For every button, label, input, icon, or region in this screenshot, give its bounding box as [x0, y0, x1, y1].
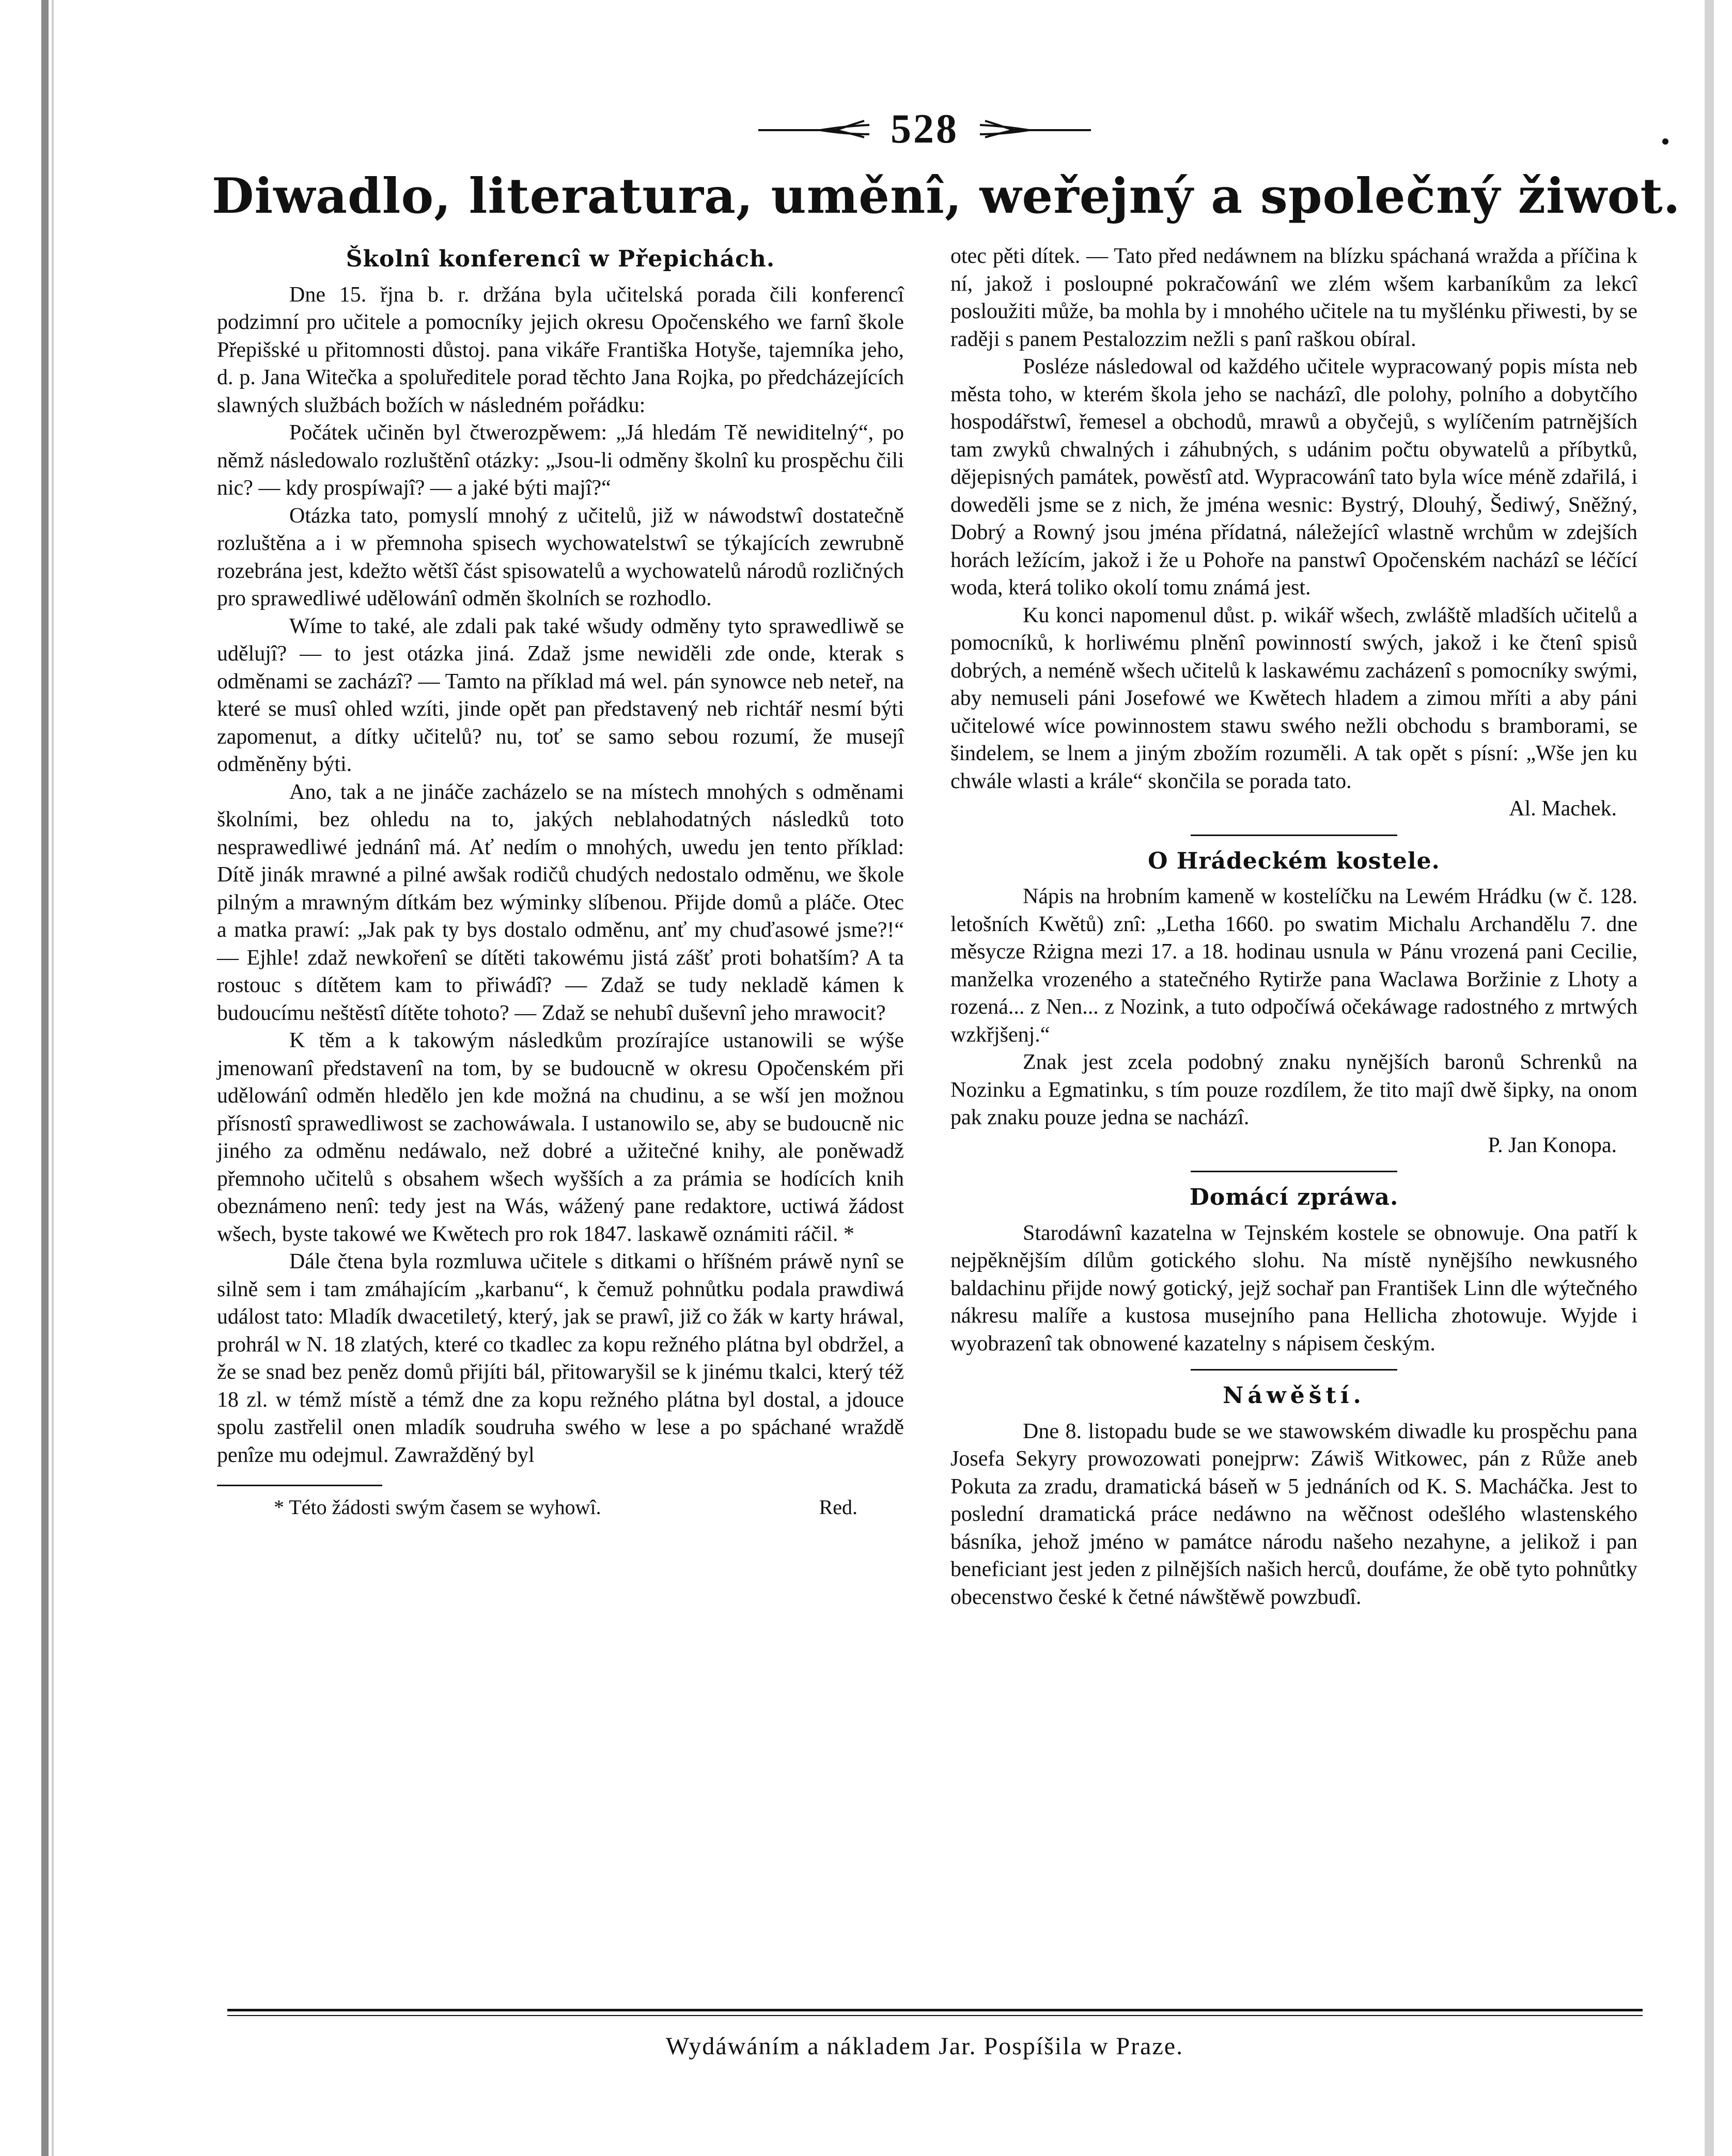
page-number: 528 [891, 106, 959, 152]
paragraph: Ku konci napomenul důst. p. wikář wšech, zwláště mladších učitelů a pomocníků, k horliwému plněnî powinností swých, jakož i ke čtenî spisů dobrých, a neméně wšech učitelů k laskawému zacházenî s pomocníky swými, aby nemuseli páni Josefowé we Kwětech hladem a zimou mříti a aby páni učitelowé wíce powinnostem stawu swého nežli obchodu s bramborami, se šindelem, se lnem a jiným zbožím rozuměli. A tak opět s písní: „Wše jen ku chwále wlasti a krále“ skončila se porada tato. [950, 603, 1637, 793]
right-ornament-icon [977, 119, 1091, 139]
footnote [217, 1494, 904, 1520]
scan-right-edge [1705, 0, 1714, 2156]
paragraph: Nápis na hrobním kameně w kostelíčku na Lewém Hrádku (w č. 128. letošních Kwětů) znî: „Letha 1660. po swatim Michalu Archandělu 7. dne měsycze Rżigna mezi 17. a 18. hodinau usnula w Pánu vrozená pani Cecilie, manželka vrozeného a statečného Rytirže pana Waclawa Boržinie z Lhoty a rozená... z Nen... z Nozink, a tuto odpočíwá očekáwage radostného z mrtwých wzkřjšenj.“ [950, 885, 1637, 1047]
paragraph: Otázka tato, pomyslí mnohý z učitelů, již w náwodstwî dostatečně rozluštěna a i w přemnoha spisech wychowatelstwî se týkajících zewrubně rozebrána jest, kdežto wětšî část spisowatelů a wychowatelů národů rozličných pro sprawedliwé udělowánî odměn školních se rozhodlo. [217, 503, 904, 610]
signature-machek: Al. Machek. [1509, 797, 1617, 821]
paragraph: K těm a k takowým následkům prozírajíce ustanowili se wýše jmenowanî představenî na tom, by se budoucně w okresu Opočenském při udělowánî odměn hledělo jen kde možná na chudinu, a se wší jen možnou přísnostî sprawedliwost se zachowáwala. I ustanowilo se, aby se budoucně nic jiného za odměnu nedáwalo, než dobré a užitečné knihy, ale poněwadž přemnoho učitelů s obsahem wšech wyšších a za prámia se hodících knih obeznámeno nenî: tedy jest na Wás, wážený pane redaktore, uctiwá žádost wšech, byste takowé we Kwětech pro rok 1847. laskawě oznámiti ráčil. * [217, 1029, 904, 1246]
footnote-text: * Této žádosti swým časem se wyhowî. [274, 1496, 601, 1519]
imprint: Wydáwáním a nákladem Jar. Pospíšila w Praze. [665, 2033, 1184, 2060]
footnote-rule [217, 1485, 382, 1486]
paragraph: Dne 15. řjna b. r. držána byla učitelská porada čili konferencî podzimní pro učitele a pomocníky jejich okresu Opočenského we farnî škole Přepišské u přitomnosti důstoj. pana vikáře Františka Hotyše, tajemníka jeho, d. p. Jana Witečka a spoluředitele porad těchto Jana Rojka, po předcházejících slawných službách božích w následném pořádku: [217, 282, 904, 417]
paragraph: Znak jest zcela podobný znaku nynějších baronů Schrenků na Nozinku a Egmatinku, s tím pouze rozdílem, že tito majî dwě šipky, na onom pak znaku pouze jedna se nacházî. [950, 1050, 1637, 1129]
footnote-sign: Red. [819, 1496, 857, 1519]
paragraph: Posléze následowal od každého učitele wypracowaný popis místa neb města toho, w kterém škola jeho se nacházî, dle polohy, polního a dobytčího hospodářstwî, řemesel a obchodů, mrawů a obyčejů, s wylíčením patrnějších tam zwyků chwalných i záhubných, s udánim počtu obywatelů a příbytků, dějepisných památek, powěstî atd. Wypracowánî tato byla wíce méně zdařilá, i doweděli jsme se z nich, že jména wesnic: Bystrý, Dlouhý, Šediwý, Sněžný, Dobrý a Rowný jsou jména přídatná, náležejícî wlastně wrchům w zdejších horách ležícím, jakož i že u Pohoře na panstwî Opočenském nacházî se léčící woda, která toliko okolí tomu známá jest. [950, 355, 1637, 600]
section-rule [1191, 1171, 1397, 1172]
paragraph: Ano, tak a ne jináče zacházelo se na místech mnohých s odměnami školními, bez ohledu na to, jakých neblahodatných následků toto nesprawedliwé jednánî má. Ať nedím o mnohých, uwedu jen tento příklad: Dítě jinák mrawné a pilné awšak rodičů chudých nedostalo odměnu, we škole pilným a mrawným dítkám bez wýminky slíbenou. Přijde domů a pláče. Otec a matka prawí: „Jak pak ty bys dostalo odměnu, anť my chuďasowé jsme?!“ — Ejhle! zdaž newkořenî se dítěti takowému jistá zášť proti bohatším? A ta rostouc s dítětem kam to přiwádî? — Zdaž se tudy nekladě kámen k budoucímu neštěstî dítěte tohoto? — Zdaž se nehubî duševnî jeho mrawocit? [217, 780, 904, 1025]
left-ornament-icon [758, 119, 872, 139]
ink-dot [1662, 138, 1668, 145]
page [212, 101, 1681, 2084]
right-column [950, 243, 1637, 1611]
section-title-nawesti: Náwěští. [1223, 1382, 1365, 1409]
main-title: Diwadlo, literatura, uměnî, weřejný a společný žiwot. [212, 168, 1681, 225]
paragraph: Počátek učiněn byl čtwerozpěwem: „Já hledám Tě newiditelný“, po němž následowalo rozluštěnî otázky: „Jsou-li odměny školnî ku prospěchu čili nic? — kdy prospíwajî? — a jaké býti majî?“ [217, 421, 904, 500]
paragraph: Dne 8. listopadu bude se we stawowském diwadle ku prospěchu pana Josefa Sekyry prowozowati ponejprw: Záwiš Witkowec, pán z Růže aneb Pokuta za zradu, dramatická báseň w 5 jednáních od K. S. Macháčka. Jest to poslední dramatická práce nedáwno na wěčnost odešlého wlastenského básníka, jehož jméno w památce národu našeho nezahyne, a jelikož i pan beneficiant jest jeden z pilnějších našich herců, doufáme, že obě tyto pohnůtky obecenstwo české k četné náwštěwě powzbudî. [950, 1419, 1637, 1609]
section-title-hradecky-kostel: O Hrádeckém kostele. [1148, 847, 1440, 874]
section-rule [1191, 835, 1397, 836]
section-title-domaci-zprava: Domácí zpráwa. [1189, 1184, 1399, 1210]
scan-binding-edge-inner [52, 0, 54, 2156]
section-rule [1191, 1369, 1397, 1371]
signature-konopa: P. Jan Konopa. [1488, 1133, 1617, 1157]
section-title-skolni-konference: Školnî konferencî w Přepichách. [346, 246, 775, 272]
scan-binding-edge [41, 0, 49, 2156]
bottom-rule [227, 2009, 1643, 2011]
paragraph: Wíme to také, ale zdali pak také wšudy odměny tyto sprawedliwě se udělujî? — to jest otázka jiná. Zdaž jsme newiděli zde onde, kterak s odměnami se zacházî? — Tamto na příklad má wel. pán synowce neb neteř, na které se musî ohled wzíti, jinde opět pan představený neb richtář nesmí býti zapomenut, a dítky učitelů? nu, toť se samo sebou rozumí, že musejî odměněny býti. [217, 614, 904, 776]
paragraph: otec pěti dítek. — Tato před nedáwnem na blízku spáchaná wražda a příčina k ní, jakož i posloupné pokračowánî we zlém wšem karbaníkům za lekcî posloužiti může, ba mohla by i mnohého učitele na tu myšlénku přiwesti, by se raději s panem Pestalozzim nežli s panî raškou obíral. [950, 244, 1637, 351]
left-column [217, 240, 904, 1520]
bottom-rule-thin [227, 2015, 1643, 2016]
paragraph: Starodáwnî kazatelna w Tejnském kostele se obnowuje. Ona patří k nejpěknějším dílům gotického slohu. Na místě nynějšího newkusného baldachinu přijde nowý gotický, jejž sochař pan František Linn dle wýtečného nákresu malíře a kustosa musejního pana Hellicha zhotowuje. Wyjde i wyobrazenî tak obnowené kazatelny s nápisem českým. [950, 1221, 1637, 1356]
paragraph: Dále čtena byla rozmluwa učitele s ditkami o hříšném práwě nynî se silně sem i tam zmáhajícím „karbanu“, k čemuž pohnůtku podala prawdiwá událost tato: Mladík dwacetiletý, který, jak se prawî, již co žák w karty hráwal, prohrál w N. 18 zlatých, které co tkadlec za kopu režného plátna byl obdržel, a že se snad bez peněz domů přijíti bál, přitowaryšil se k jinému tkalci, který též 18 zl. w témž místě a témž dne za kopu režného plátna byl dostal, a jdouce spolu zastřelil onen mladík soudruha swého w lese a po spáchané wraždě penîze mu odejmul. Zawražděný byl [217, 1250, 904, 1467]
page-header [212, 101, 1637, 158]
